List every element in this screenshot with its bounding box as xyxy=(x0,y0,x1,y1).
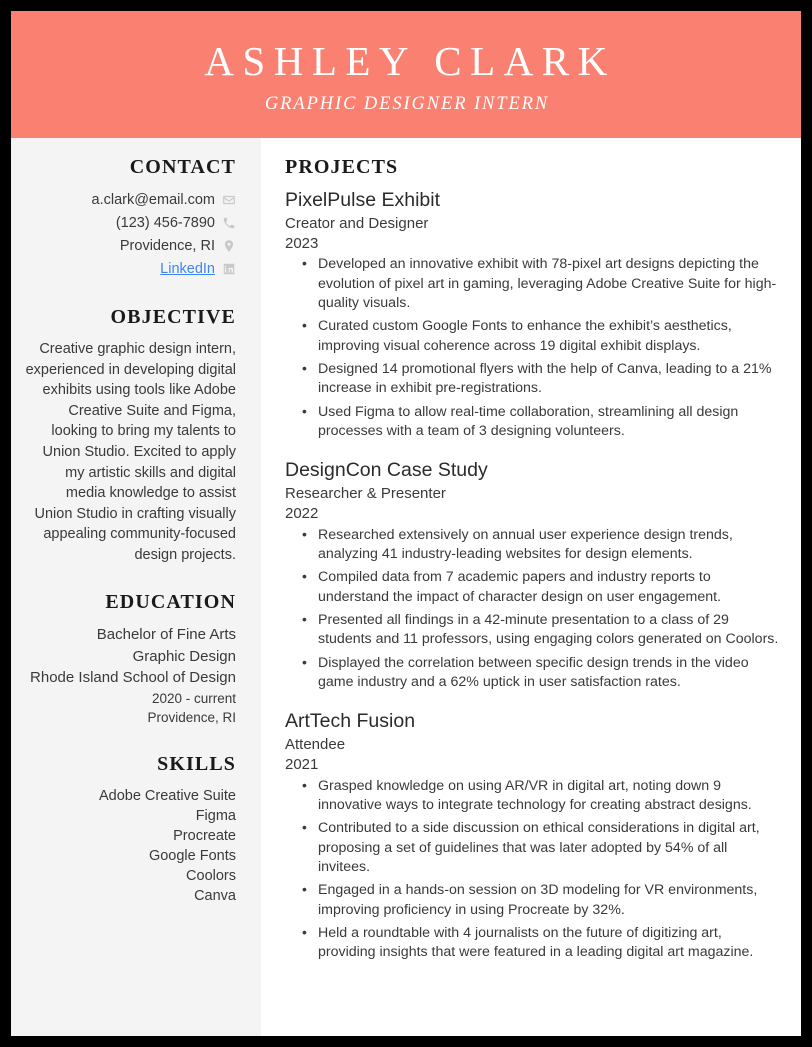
sidebar xyxy=(11,138,261,1036)
project-date: 2021 xyxy=(285,755,319,773)
project-bullet: • Designed 14 promotional flyers with the help of Canva, leading to a 21% increase in exhibit pre-registrations. xyxy=(316,360,779,399)
skills-heading: SKILLS xyxy=(157,753,236,776)
project-entry xyxy=(285,458,779,692)
education-location: Providence, RI xyxy=(147,710,236,726)
project-bullet-list xyxy=(285,526,779,693)
candidate-job-title: GRAPHIC DESIGNER INTERN xyxy=(264,94,550,115)
phone-icon xyxy=(222,216,236,230)
project-bullet: • Contributed to a side discussion on ethical considerations in digital art, proposing a set of guidelines that was later adopted by 54% of all invitees. xyxy=(316,819,779,877)
project-bullet-list xyxy=(285,255,779,441)
project-date: 2022 xyxy=(285,504,319,522)
map-pin-icon xyxy=(222,239,236,253)
project-bullet: • Developed an innovative exhibit with 78-pixel art designs depicting the evolution of pixel art in gaming, leveraging Adobe Creative Suite for high-quality visuals. xyxy=(316,255,779,313)
project-bullet: • Compiled data from 7 academic papers and industry reports to understand the impact of character design on user engagement. xyxy=(316,568,779,607)
project-bullet: • Researched extensively on annual user experience design trends, analyzing 41 industry-leading websites for design elements. xyxy=(316,526,779,565)
project-entry xyxy=(285,188,779,441)
education-degree: Bachelor of Fine Arts xyxy=(96,626,236,644)
resume-body xyxy=(11,138,801,1036)
contact-email-text: a.clark@email.com xyxy=(91,192,215,208)
education-field: Graphic Design xyxy=(132,647,236,665)
project-role: Attendee xyxy=(285,736,346,754)
objective-section xyxy=(25,306,236,565)
project-bullet-list xyxy=(285,777,779,963)
project-bullet: • Held a roundtable with 4 journalists on the future of digitizing art, providing insights that were featured in a leading digital art magazine. xyxy=(316,924,779,963)
contact-location-text: Providence, RI xyxy=(119,238,215,255)
skill-item: Procreate xyxy=(173,828,236,845)
project-title: ArtTech Fusion xyxy=(285,710,416,733)
education-school: Rhode Island School of Design xyxy=(30,669,236,687)
project-bullet: • Curated custom Google Fonts to enhance the exhibit’s aesthetics, improving visual coherence across 19 digital exhibit displays. xyxy=(316,317,779,356)
project-bullet: • Used Figma to allow real-time collaboration, streamlining all design processes with a team of 3 designing volunteers. xyxy=(316,403,779,442)
resume-page xyxy=(11,11,801,1036)
contact-item-phone xyxy=(25,212,236,234)
project-title: PixelPulse Exhibit xyxy=(285,189,440,211)
education-section xyxy=(25,591,236,727)
project-title: DesignCon Case Study xyxy=(285,459,488,482)
project-role: Researcher & Presenter xyxy=(285,485,446,503)
projects-heading: PROJECTS xyxy=(285,156,399,178)
linkedin-link[interactable]: LinkedIn xyxy=(160,261,215,278)
project-entry xyxy=(285,709,779,962)
objective-heading: OBJECTIVE xyxy=(110,306,236,329)
contact-list xyxy=(25,189,236,280)
skill-item: Adobe Creative Suite xyxy=(98,788,236,805)
skill-item: Google Fonts xyxy=(148,848,236,865)
skill-item: Coolors xyxy=(186,868,236,885)
main-content xyxy=(261,138,801,1036)
linkedin-icon xyxy=(222,262,236,276)
project-date: 2023 xyxy=(285,234,319,252)
contact-phone-text: (123) 456-7890 xyxy=(115,215,215,232)
project-bullet: • Presented all findings in a 42-minute presentation to a class of 29 students and 11 professors, using engaging colors generated on Coolors. xyxy=(316,611,779,650)
project-role: Creator and Designer xyxy=(285,215,429,233)
resume-header xyxy=(11,11,801,138)
project-bullet: • Engaged in a hands-on session on 3D modeling for VR environments, improving proficiency in using Procreate by 32%. xyxy=(316,881,779,920)
envelope-icon xyxy=(222,193,236,207)
candidate-name: ASHLEY CLARK xyxy=(204,37,616,84)
skills-section xyxy=(25,753,236,906)
contact-section xyxy=(25,156,236,280)
contact-item-linkedin[interactable] xyxy=(25,258,236,280)
contact-heading: CONTACT xyxy=(129,156,236,178)
skill-item: Canva xyxy=(194,888,236,905)
project-bullet: • Displayed the correlation between specific design trends in the video game industry and a 62% uptick in user satisfaction rates. xyxy=(316,654,779,693)
contact-item-email xyxy=(25,189,236,211)
contact-item-location xyxy=(25,235,236,257)
project-bullet: • Grasped knowledge on using AR/VR in digital art, noting down 9 innovative ways to integrate technology for creating abstract designs. xyxy=(316,777,779,816)
objective-text: Creative graphic design intern, experienced in developing digital exhibits using tools like Adobe Creative Suite and Figma, looking to bring my talents to Union Studio. Excited to apply my artistic skills and digital media knowledge to assist Union Studio in crafting visually appealing community-focused design projects. xyxy=(25,341,236,563)
skill-item: Figma xyxy=(195,808,236,825)
education-dates: 2020 - current xyxy=(151,690,236,706)
education-heading: EDUCATION xyxy=(105,591,236,614)
